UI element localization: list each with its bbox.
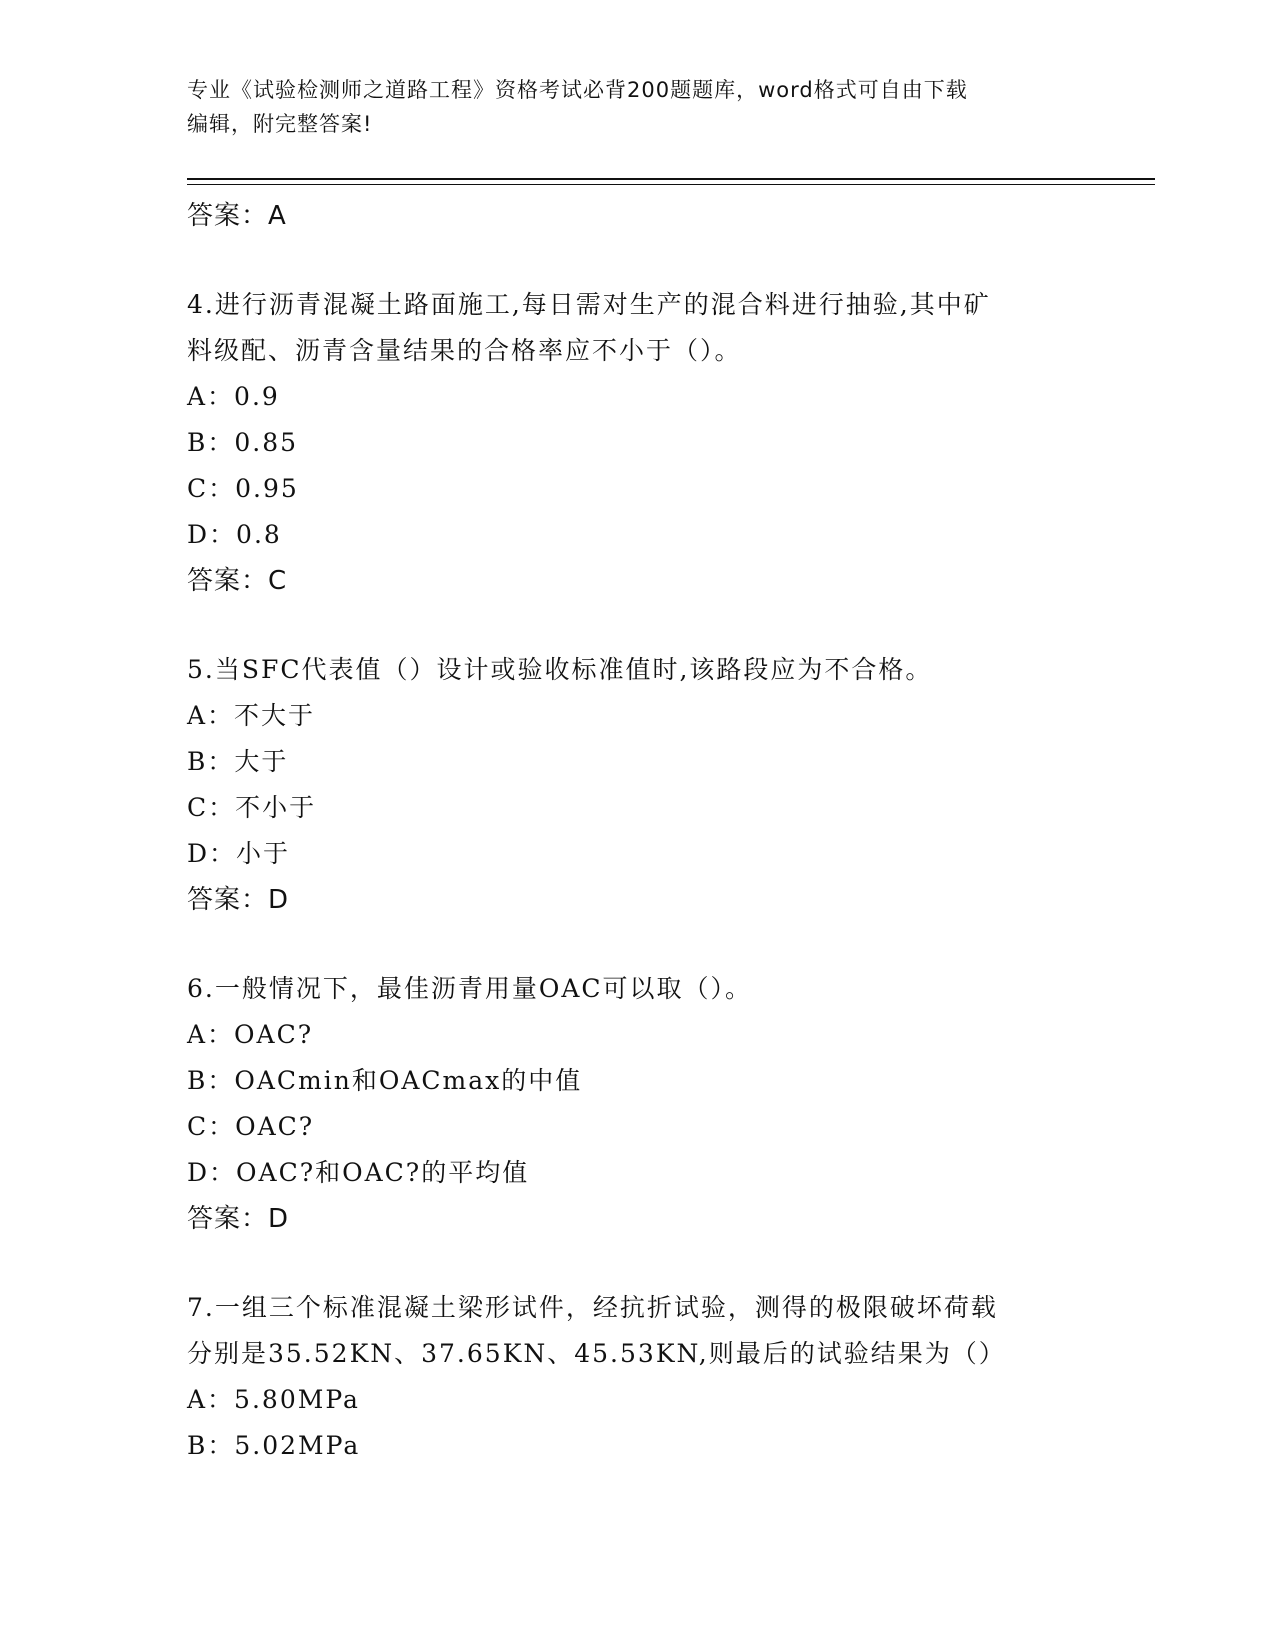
previous-answer: 答案：A — [187, 201, 287, 231]
question-stem: 分别是35.52KN、37.65KN、45.53KN,则最后的试验结果为（） — [187, 1339, 1006, 1368]
header-title-line-1: 专业《试验检测师之道路工程》资格考试必背200题题库，word格式可自由下载 — [187, 78, 968, 102]
question-stem: 6.一般情况下，最佳沥青用量OAC可以取（）。 — [187, 974, 753, 1003]
option-a: A：0.9 — [187, 382, 280, 411]
header-title-line-2: 编辑，附完整答案! — [187, 112, 373, 136]
option-c: C：不小于 — [187, 793, 317, 822]
option-d: D：小于 — [187, 839, 291, 868]
question-stem: 5.当SFC代表值（）设计或验收标准值时,该路段应为不合格。 — [187, 655, 933, 684]
question-stem: 7.一组三个标准混凝土梁形试件，经抗折试验，测得的极限破坏荷载 — [187, 1293, 998, 1322]
question-4 — [187, 282, 1077, 604]
question-6 — [187, 966, 1077, 1242]
question-7 — [187, 1285, 1077, 1469]
option-b: B：5.02MPa — [187, 1431, 361, 1460]
option-b: B：OACmin和OACmax的中值 — [187, 1066, 583, 1095]
answer: 答案：D — [187, 885, 290, 915]
option-c: C：0.95 — [187, 474, 299, 503]
question-stem: 4.进行沥青混凝土路面施工,每日需对生产的混合料进行抽验,其中矿 — [187, 290, 991, 319]
question-list — [187, 193, 1077, 1469]
answer: 答案：D — [187, 1204, 290, 1234]
question-stem: 料级配、沥青含量结果的合格率应不小于（）。 — [187, 336, 742, 365]
option-c: C：OAC? — [187, 1112, 315, 1141]
option-a: A：5.80MPa — [187, 1385, 360, 1414]
answer: 答案：C — [187, 566, 288, 596]
question-5 — [187, 647, 1077, 923]
option-d: D：OAC?和OAC?的平均值 — [187, 1158, 530, 1187]
option-b: B：0.85 — [187, 428, 299, 457]
option-d: D：0.8 — [187, 520, 282, 549]
option-b: B：大于 — [187, 747, 289, 776]
document-header — [187, 73, 1077, 141]
option-a: A：不大于 — [187, 701, 316, 730]
header-divider — [187, 178, 1155, 185]
option-a: A：OAC? — [187, 1020, 314, 1049]
